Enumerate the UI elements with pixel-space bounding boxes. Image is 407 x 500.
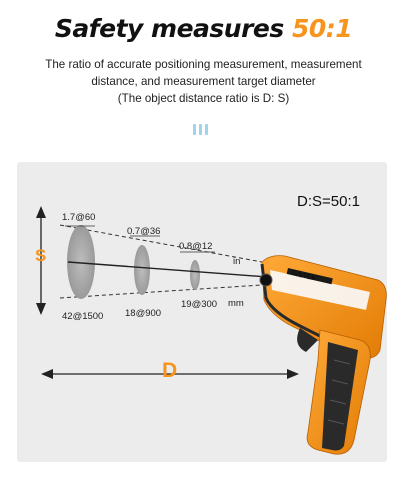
top-label-2: 0.7@36 bbox=[127, 226, 161, 237]
description-line-2: distance, and measurement target diameter bbox=[91, 75, 316, 88]
top-label-3: 0.8@12 bbox=[179, 241, 213, 252]
bottom-label-2: 18@900 bbox=[125, 308, 162, 319]
bottom-label-1: 42@1500 bbox=[62, 311, 104, 322]
device-brand: AISTEK bbox=[290, 270, 318, 283]
ratio-label: D:S=50:1 bbox=[297, 193, 360, 210]
d-label: D bbox=[162, 359, 178, 382]
spot-900 bbox=[134, 245, 150, 295]
bottom-label-3: 19@300 bbox=[181, 299, 218, 310]
unit-mm-label: mm bbox=[228, 298, 244, 309]
thermometer-device bbox=[260, 256, 386, 455]
title-main: Safety measures bbox=[54, 14, 292, 43]
description-line-3: (The object distance ratio is D: S) bbox=[117, 92, 290, 105]
s-label: S bbox=[35, 246, 47, 265]
unit-in-label: in bbox=[233, 256, 241, 267]
top-label-1: 1.7@60 bbox=[62, 212, 96, 223]
description-line-1: The ratio of accurate positioning measurement, measurement bbox=[45, 58, 362, 71]
spot-300 bbox=[190, 260, 200, 290]
title-ratio: 50:1 bbox=[291, 14, 353, 43]
